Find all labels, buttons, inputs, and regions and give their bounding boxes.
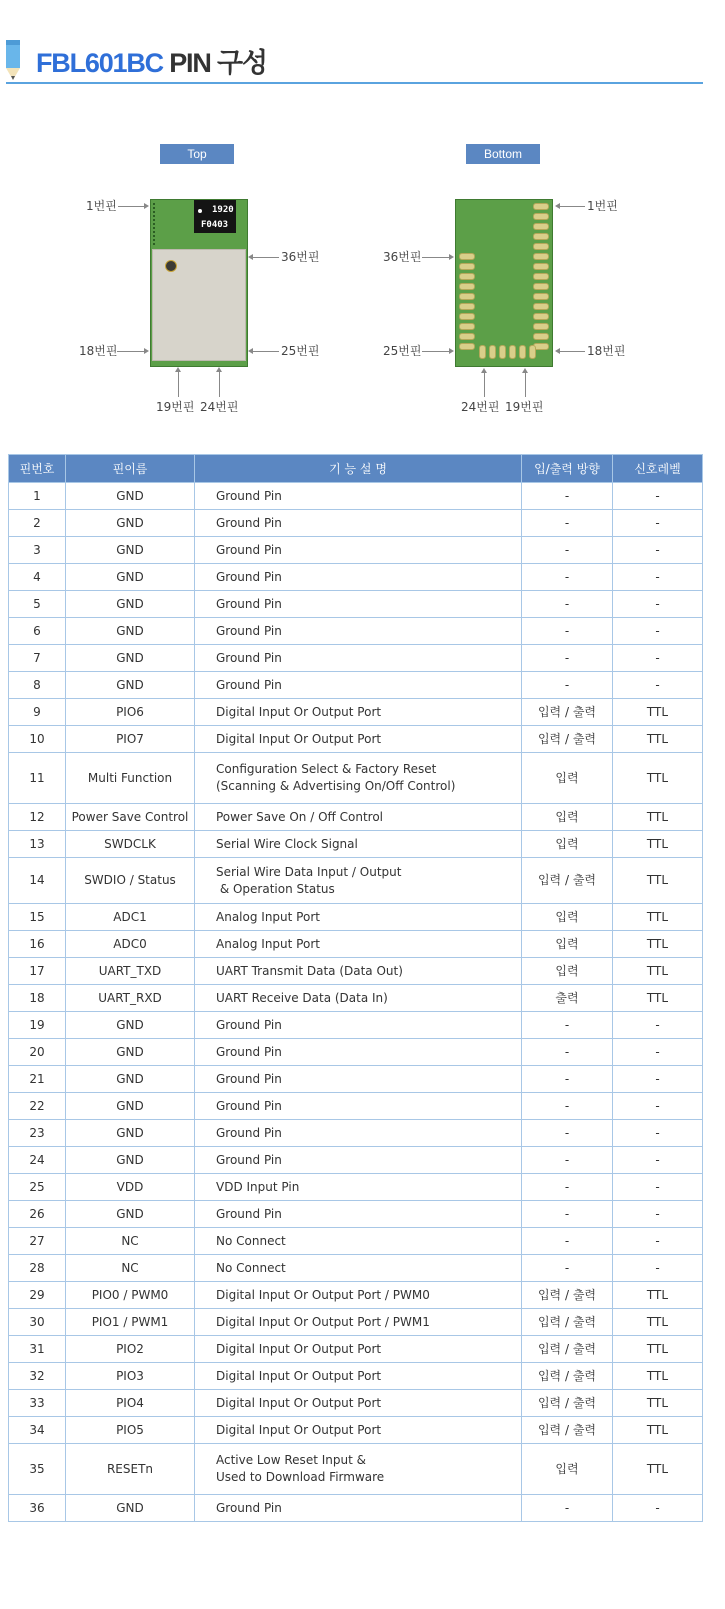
pin-name-cell: ADC1 bbox=[66, 904, 195, 931]
table-row bbox=[9, 1336, 703, 1363]
pin-direction-cell: 입력 bbox=[522, 831, 613, 858]
description-line: Ground Pin bbox=[216, 677, 282, 692]
pin-name-cell: PIO4 bbox=[66, 1390, 195, 1417]
pin-level-cell: - bbox=[613, 510, 703, 537]
pin-number-cell: 17 bbox=[9, 958, 66, 985]
pin-direction-cell: 입력 / 출력 bbox=[522, 1417, 613, 1444]
pin-number-cell: 2 bbox=[9, 510, 66, 537]
table-row bbox=[9, 537, 703, 564]
pin-direction-cell: - bbox=[522, 510, 613, 537]
pin-direction-cell: - bbox=[522, 618, 613, 645]
pin-direction-cell: 입력 / 출력 bbox=[522, 1363, 613, 1390]
pin-name-cell: NC bbox=[66, 1255, 195, 1282]
pin-direction-cell: 입력 / 출력 bbox=[522, 858, 613, 904]
description-line: Ground Pin bbox=[216, 569, 282, 584]
pin-direction-cell: 입력 bbox=[522, 753, 613, 804]
pin-direction-cell: 입력 bbox=[522, 1444, 613, 1495]
chip-text-2: F0403 bbox=[201, 220, 229, 230]
pin-number-cell: 12 bbox=[9, 804, 66, 831]
pin-number-cell: 5 bbox=[9, 591, 66, 618]
pin-description-cell bbox=[195, 1093, 522, 1120]
pin-description-cell bbox=[195, 931, 522, 958]
top-pin24-label: 24번핀 bbox=[200, 400, 239, 414]
pin-name-cell: GND bbox=[66, 483, 195, 510]
pin-number-cell: 33 bbox=[9, 1390, 66, 1417]
pin-description-cell bbox=[195, 904, 522, 931]
pin-level-cell: TTL bbox=[613, 804, 703, 831]
pin-description-cell bbox=[195, 1282, 522, 1309]
description-line: Ground Pin bbox=[216, 542, 282, 557]
table-row bbox=[9, 564, 703, 591]
pin-number-cell: 30 bbox=[9, 1309, 66, 1336]
header-signal-level: 신호레벨 bbox=[613, 455, 703, 483]
description-line: Digital Input Or Output Port / PWM1 bbox=[216, 1314, 430, 1329]
title-model: FBL601BC bbox=[36, 48, 163, 78]
pin-name-cell: VDD bbox=[66, 1174, 195, 1201]
pin-description-cell bbox=[195, 1390, 522, 1417]
pin-level-cell: - bbox=[613, 1201, 703, 1228]
pin-number-cell: 3 bbox=[9, 537, 66, 564]
description-line: & Operation Status bbox=[216, 881, 335, 896]
description-line: Digital Input Or Output Port bbox=[216, 1422, 382, 1437]
pin-level-cell: - bbox=[613, 1495, 703, 1522]
pin-description-cell bbox=[195, 1120, 522, 1147]
table-row bbox=[9, 1066, 703, 1093]
table-row bbox=[9, 1093, 703, 1120]
pin-direction-cell: 입력 bbox=[522, 904, 613, 931]
pin-number-cell: 26 bbox=[9, 1201, 66, 1228]
pin-level-cell: TTL bbox=[613, 1309, 703, 1336]
description-line: No Connect bbox=[216, 1260, 286, 1275]
pin-direction-cell: - bbox=[522, 1174, 613, 1201]
pin-level-cell: TTL bbox=[613, 1363, 703, 1390]
description-line: Digital Input Or Output Port / PWM0 bbox=[216, 1287, 430, 1302]
pin-name-cell: Multi Function bbox=[66, 753, 195, 804]
bottom-pin19-label: 19번핀 bbox=[505, 400, 544, 414]
top-pin-row bbox=[153, 203, 166, 245]
description-line: Digital Input Or Output Port bbox=[216, 1341, 382, 1356]
table-row bbox=[9, 1282, 703, 1309]
pin-direction-cell: 입력 / 출력 bbox=[522, 1282, 613, 1309]
pin-name-cell: Power Save Control bbox=[66, 804, 195, 831]
table-row bbox=[9, 753, 703, 804]
bottom-left-pads bbox=[459, 253, 475, 353]
pin-number-cell: 16 bbox=[9, 931, 66, 958]
top-view-tag: Top bbox=[160, 144, 234, 164]
pin-number-cell: 36 bbox=[9, 1495, 66, 1522]
pin-name-cell: GND bbox=[66, 1147, 195, 1174]
pin-number-cell: 23 bbox=[9, 1120, 66, 1147]
description-line: Digital Input Or Output Port bbox=[216, 1368, 382, 1383]
top-pin1-label: 1번핀 bbox=[86, 199, 117, 213]
pin-level-cell: TTL bbox=[613, 753, 703, 804]
description-line: Ground Pin bbox=[216, 1017, 282, 1032]
pin-number-cell: 7 bbox=[9, 645, 66, 672]
pin-description-cell bbox=[195, 537, 522, 564]
pin-description-cell bbox=[195, 618, 522, 645]
description-line: Used to Download Firmware bbox=[216, 1470, 385, 1484]
pin-name-cell: SWDCLK bbox=[66, 831, 195, 858]
table-row bbox=[9, 1012, 703, 1039]
pin-level-cell: - bbox=[613, 618, 703, 645]
pin-direction-cell: - bbox=[522, 672, 613, 699]
pin-number-cell: 4 bbox=[9, 564, 66, 591]
description-line: Digital Input Or Output Port bbox=[216, 704, 382, 719]
pin-number-cell: 10 bbox=[9, 726, 66, 753]
pin-level-cell: TTL bbox=[613, 1282, 703, 1309]
pin-direction-cell: - bbox=[522, 1228, 613, 1255]
bottom-pin25-label: 25번핀 bbox=[383, 344, 422, 358]
pin-description-cell bbox=[195, 1147, 522, 1174]
pin-direction-cell: - bbox=[522, 591, 613, 618]
pin-description-cell bbox=[195, 591, 522, 618]
pin-name-cell: PIO5 bbox=[66, 1417, 195, 1444]
pin-number-cell: 22 bbox=[9, 1093, 66, 1120]
pin-name-cell: GND bbox=[66, 618, 195, 645]
table-row bbox=[9, 483, 703, 510]
table-row bbox=[9, 1255, 703, 1282]
pin-name-cell: GND bbox=[66, 1093, 195, 1120]
table-row bbox=[9, 985, 703, 1012]
pin-name-cell: UART_TXD bbox=[66, 958, 195, 985]
pin-level-cell: - bbox=[613, 483, 703, 510]
pin-level-cell: TTL bbox=[613, 985, 703, 1012]
table-row bbox=[9, 831, 703, 858]
bottom-pin24-label: 24번핀 bbox=[461, 400, 500, 414]
description-line: Ground Pin bbox=[216, 515, 282, 530]
pin-direction-cell: 입력 / 출력 bbox=[522, 699, 613, 726]
pin-number-cell: 8 bbox=[9, 672, 66, 699]
pin-direction-cell: - bbox=[522, 1201, 613, 1228]
pin-description-cell bbox=[195, 753, 522, 804]
pin-description-cell bbox=[195, 1444, 522, 1495]
pin-direction-cell: - bbox=[522, 1147, 613, 1174]
description-line: UART Transmit Data (Data Out) bbox=[216, 963, 403, 978]
pin-number-cell: 18 bbox=[9, 985, 66, 1012]
header-direction: 입/출력 방향 bbox=[522, 455, 613, 483]
pin-level-cell: - bbox=[613, 1093, 703, 1120]
pin-description-cell bbox=[195, 699, 522, 726]
pin-description-cell bbox=[195, 985, 522, 1012]
pin-number-cell: 24 bbox=[9, 1147, 66, 1174]
header-pin-name: 핀이름 bbox=[66, 455, 195, 483]
pin-number-cell: 32 bbox=[9, 1363, 66, 1390]
pin-description-cell bbox=[195, 1066, 522, 1093]
pin-name-cell: PIO7 bbox=[66, 726, 195, 753]
pin-description-cell bbox=[195, 1495, 522, 1522]
pin-name-cell: UART_RXD bbox=[66, 985, 195, 1012]
pin-direction-cell: - bbox=[522, 537, 613, 564]
pin-level-cell: - bbox=[613, 1066, 703, 1093]
pin-number-cell: 21 bbox=[9, 1066, 66, 1093]
pin-name-cell: PIO1 / PWM1 bbox=[66, 1309, 195, 1336]
header-description: 기 능 설 명 bbox=[195, 455, 522, 483]
pin-number-cell: 34 bbox=[9, 1417, 66, 1444]
pin-name-cell: NC bbox=[66, 1228, 195, 1255]
table-row bbox=[9, 510, 703, 537]
description-line: UART Receive Data (Data In) bbox=[216, 990, 388, 1005]
pin-description-cell bbox=[195, 1039, 522, 1066]
pin-name-cell: GND bbox=[66, 1120, 195, 1147]
pin-name-cell: GND bbox=[66, 1039, 195, 1066]
pin-level-cell: TTL bbox=[613, 1336, 703, 1363]
description-line: Analog Input Port bbox=[216, 936, 320, 951]
bottom-pin1-label: 1번핀 bbox=[587, 199, 618, 213]
pin-level-cell: - bbox=[613, 645, 703, 672]
pin-table bbox=[8, 454, 703, 1522]
description-line: Active Low Reset Input & bbox=[216, 1453, 366, 1467]
pin-description-cell bbox=[195, 564, 522, 591]
pin-level-cell: TTL bbox=[613, 699, 703, 726]
bottom-right-pads bbox=[533, 203, 549, 353]
table-row bbox=[9, 858, 703, 904]
pin-description-cell bbox=[195, 1417, 522, 1444]
header-pin-number: 핀번호 bbox=[9, 455, 66, 483]
table-row bbox=[9, 591, 703, 618]
description-line: Digital Input Or Output Port bbox=[216, 731, 382, 746]
pin-number-cell: 35 bbox=[9, 1444, 66, 1495]
description-line: Serial Wire Clock Signal bbox=[216, 836, 358, 851]
pin-level-cell: - bbox=[613, 1012, 703, 1039]
table-row bbox=[9, 804, 703, 831]
table-row bbox=[9, 1390, 703, 1417]
description-line: Ground Pin bbox=[216, 623, 282, 638]
pin-direction-cell: - bbox=[522, 1066, 613, 1093]
bottom-pin36-label: 36번핀 bbox=[383, 250, 422, 264]
table-row bbox=[9, 1417, 703, 1444]
pin-number-cell: 25 bbox=[9, 1174, 66, 1201]
description-line: Ground Pin bbox=[216, 1206, 282, 1221]
top-pin36-label: 36번핀 bbox=[281, 250, 320, 264]
pin-name-cell: GND bbox=[66, 672, 195, 699]
description-line: Ground Pin bbox=[216, 1500, 282, 1515]
pin-direction-cell: - bbox=[522, 564, 613, 591]
description-line: Ground Pin bbox=[216, 1125, 282, 1140]
description-line: (Scanning & Advertising On/Off Control) bbox=[216, 779, 456, 793]
pin-description-cell bbox=[195, 1336, 522, 1363]
table-row bbox=[9, 618, 703, 645]
header-divider bbox=[6, 82, 703, 84]
pin-description-cell bbox=[195, 672, 522, 699]
pin-level-cell: TTL bbox=[613, 1390, 703, 1417]
pin-number-cell: 15 bbox=[9, 904, 66, 931]
pin-level-cell: TTL bbox=[613, 858, 703, 904]
pin-level-cell: TTL bbox=[613, 931, 703, 958]
description-line: Ground Pin bbox=[216, 650, 282, 665]
table-row bbox=[9, 1120, 703, 1147]
pin-direction-cell: - bbox=[522, 1495, 613, 1522]
description-line: No Connect bbox=[216, 1233, 286, 1248]
pin-direction-cell: - bbox=[522, 483, 613, 510]
pin-name-cell: PIO2 bbox=[66, 1336, 195, 1363]
pin-level-cell: TTL bbox=[613, 958, 703, 985]
pin-description-cell bbox=[195, 831, 522, 858]
pin-direction-cell: 출력 bbox=[522, 985, 613, 1012]
pin-level-cell: - bbox=[613, 564, 703, 591]
pin-number-cell: 6 bbox=[9, 618, 66, 645]
pin-description-cell bbox=[195, 1228, 522, 1255]
table-row bbox=[9, 958, 703, 985]
pin-level-cell: - bbox=[613, 1147, 703, 1174]
pin-number-cell: 14 bbox=[9, 858, 66, 904]
pin-direction-cell: 입력 / 출력 bbox=[522, 726, 613, 753]
pin-name-cell: PIO6 bbox=[66, 699, 195, 726]
pin-level-cell: - bbox=[613, 1120, 703, 1147]
pin-number-cell: 31 bbox=[9, 1336, 66, 1363]
pin-level-cell: - bbox=[613, 672, 703, 699]
page-title bbox=[36, 41, 267, 80]
pin-description-cell bbox=[195, 1363, 522, 1390]
pin-name-cell: PIO0 / PWM0 bbox=[66, 1282, 195, 1309]
pin-description-cell bbox=[195, 726, 522, 753]
page-header bbox=[0, 0, 725, 90]
shield-can bbox=[152, 249, 246, 361]
pin-description-cell bbox=[195, 804, 522, 831]
pin-description-cell bbox=[195, 958, 522, 985]
bottom-view-tag: Bottom bbox=[466, 144, 540, 164]
pin-description-cell bbox=[195, 1309, 522, 1336]
pin-direction-cell: - bbox=[522, 645, 613, 672]
pin-number-cell: 1 bbox=[9, 483, 66, 510]
table-row bbox=[9, 1309, 703, 1336]
pin-direction-cell: - bbox=[522, 1255, 613, 1282]
pin-number-cell: 20 bbox=[9, 1039, 66, 1066]
pin-description-cell bbox=[195, 1012, 522, 1039]
description-line: Ground Pin bbox=[216, 1098, 282, 1113]
pin-direction-cell: 입력 / 출력 bbox=[522, 1390, 613, 1417]
table-row bbox=[9, 1147, 703, 1174]
pin-description-cell bbox=[195, 645, 522, 672]
bottom-row-pads bbox=[479, 345, 535, 361]
pin-name-cell: GND bbox=[66, 1066, 195, 1093]
pin-level-cell: - bbox=[613, 1039, 703, 1066]
table-row bbox=[9, 699, 703, 726]
pin-level-cell: TTL bbox=[613, 831, 703, 858]
pin-level-cell: TTL bbox=[613, 1444, 703, 1495]
pin-name-cell: ADC0 bbox=[66, 931, 195, 958]
pin-description-cell bbox=[195, 1174, 522, 1201]
pin-level-cell: TTL bbox=[613, 726, 703, 753]
pin-description-cell bbox=[195, 510, 522, 537]
pin-direction-cell: 입력 bbox=[522, 958, 613, 985]
top-pin18-label: 18번핀 bbox=[79, 344, 118, 358]
pin-number-cell: 27 bbox=[9, 1228, 66, 1255]
table-row bbox=[9, 1444, 703, 1495]
pin-level-cell: TTL bbox=[613, 904, 703, 931]
pin-description-cell bbox=[195, 1201, 522, 1228]
table-row bbox=[9, 1363, 703, 1390]
pin-direction-cell: 입력 / 출력 bbox=[522, 1309, 613, 1336]
pin-number-cell: 9 bbox=[9, 699, 66, 726]
pin-number-cell: 11 bbox=[9, 753, 66, 804]
pin-name-cell: GND bbox=[66, 1201, 195, 1228]
table-row bbox=[9, 726, 703, 753]
table-row bbox=[9, 1174, 703, 1201]
pin-name-cell: PIO3 bbox=[66, 1363, 195, 1390]
table-row bbox=[9, 904, 703, 931]
top-pin25-label: 25번핀 bbox=[281, 344, 320, 358]
pin-name-cell: GND bbox=[66, 537, 195, 564]
pin-name-cell: GND bbox=[66, 591, 195, 618]
description-line: Ground Pin bbox=[216, 1071, 282, 1086]
pin-level-cell: - bbox=[613, 591, 703, 618]
table-row bbox=[9, 1228, 703, 1255]
top-chip bbox=[194, 200, 236, 233]
pin-table-body bbox=[9, 483, 703, 1522]
pin-name-cell: SWDIO / Status bbox=[66, 858, 195, 904]
description-line: Ground Pin bbox=[216, 1152, 282, 1167]
table-row bbox=[9, 1039, 703, 1066]
description-line: Digital Input Or Output Port bbox=[216, 1395, 382, 1410]
pin-direction-cell: - bbox=[522, 1039, 613, 1066]
pin-name-cell: GND bbox=[66, 1495, 195, 1522]
description-line: Serial Wire Data Input / Output bbox=[216, 864, 402, 879]
pin-level-cell: TTL bbox=[613, 1417, 703, 1444]
chip-text-1: 1920 bbox=[212, 205, 234, 215]
pin-description-cell bbox=[195, 483, 522, 510]
title-rest: PIN 구성 bbox=[162, 48, 267, 78]
pin-name-cell: GND bbox=[66, 1012, 195, 1039]
pin-level-cell: - bbox=[613, 1174, 703, 1201]
description-line: VDD Input Pin bbox=[216, 1179, 300, 1194]
pin-name-cell: GND bbox=[66, 510, 195, 537]
pin-number-cell: 28 bbox=[9, 1255, 66, 1282]
pin-description-cell bbox=[195, 1255, 522, 1282]
pin-direction-cell: 입력 bbox=[522, 931, 613, 958]
pencil-icon bbox=[6, 40, 20, 80]
pin-direction-cell: 입력 / 출력 bbox=[522, 1336, 613, 1363]
pin-direction-cell: - bbox=[522, 1120, 613, 1147]
pin-level-cell: - bbox=[613, 537, 703, 564]
pin-name-cell: RESETn bbox=[66, 1444, 195, 1495]
table-row bbox=[9, 931, 703, 958]
pin-direction-cell: - bbox=[522, 1093, 613, 1120]
description-line: Analog Input Port bbox=[216, 909, 320, 924]
description-line: Ground Pin bbox=[216, 488, 282, 503]
table-row bbox=[9, 645, 703, 672]
pin-description-cell bbox=[195, 858, 522, 904]
table-row bbox=[9, 672, 703, 699]
pin-number-cell: 19 bbox=[9, 1012, 66, 1039]
pin-name-cell: GND bbox=[66, 564, 195, 591]
pin-name-cell: GND bbox=[66, 645, 195, 672]
pin-level-cell: - bbox=[613, 1228, 703, 1255]
table-row bbox=[9, 1495, 703, 1522]
pin-level-cell: - bbox=[613, 1255, 703, 1282]
table-row bbox=[9, 1201, 703, 1228]
pin-direction-cell: - bbox=[522, 1012, 613, 1039]
top-pin19-label: 19번핀 bbox=[156, 400, 195, 414]
bottom-pin18-label: 18번핀 bbox=[587, 344, 626, 358]
pin-number-cell: 29 bbox=[9, 1282, 66, 1309]
description-line: Ground Pin bbox=[216, 1044, 282, 1059]
description-line: Configuration Select & Factory Reset bbox=[216, 762, 437, 776]
pin-number-cell: 13 bbox=[9, 831, 66, 858]
description-line: Ground Pin bbox=[216, 596, 282, 611]
description-line: Power Save On / Off Control bbox=[216, 809, 383, 824]
pin-direction-cell: 입력 bbox=[522, 804, 613, 831]
